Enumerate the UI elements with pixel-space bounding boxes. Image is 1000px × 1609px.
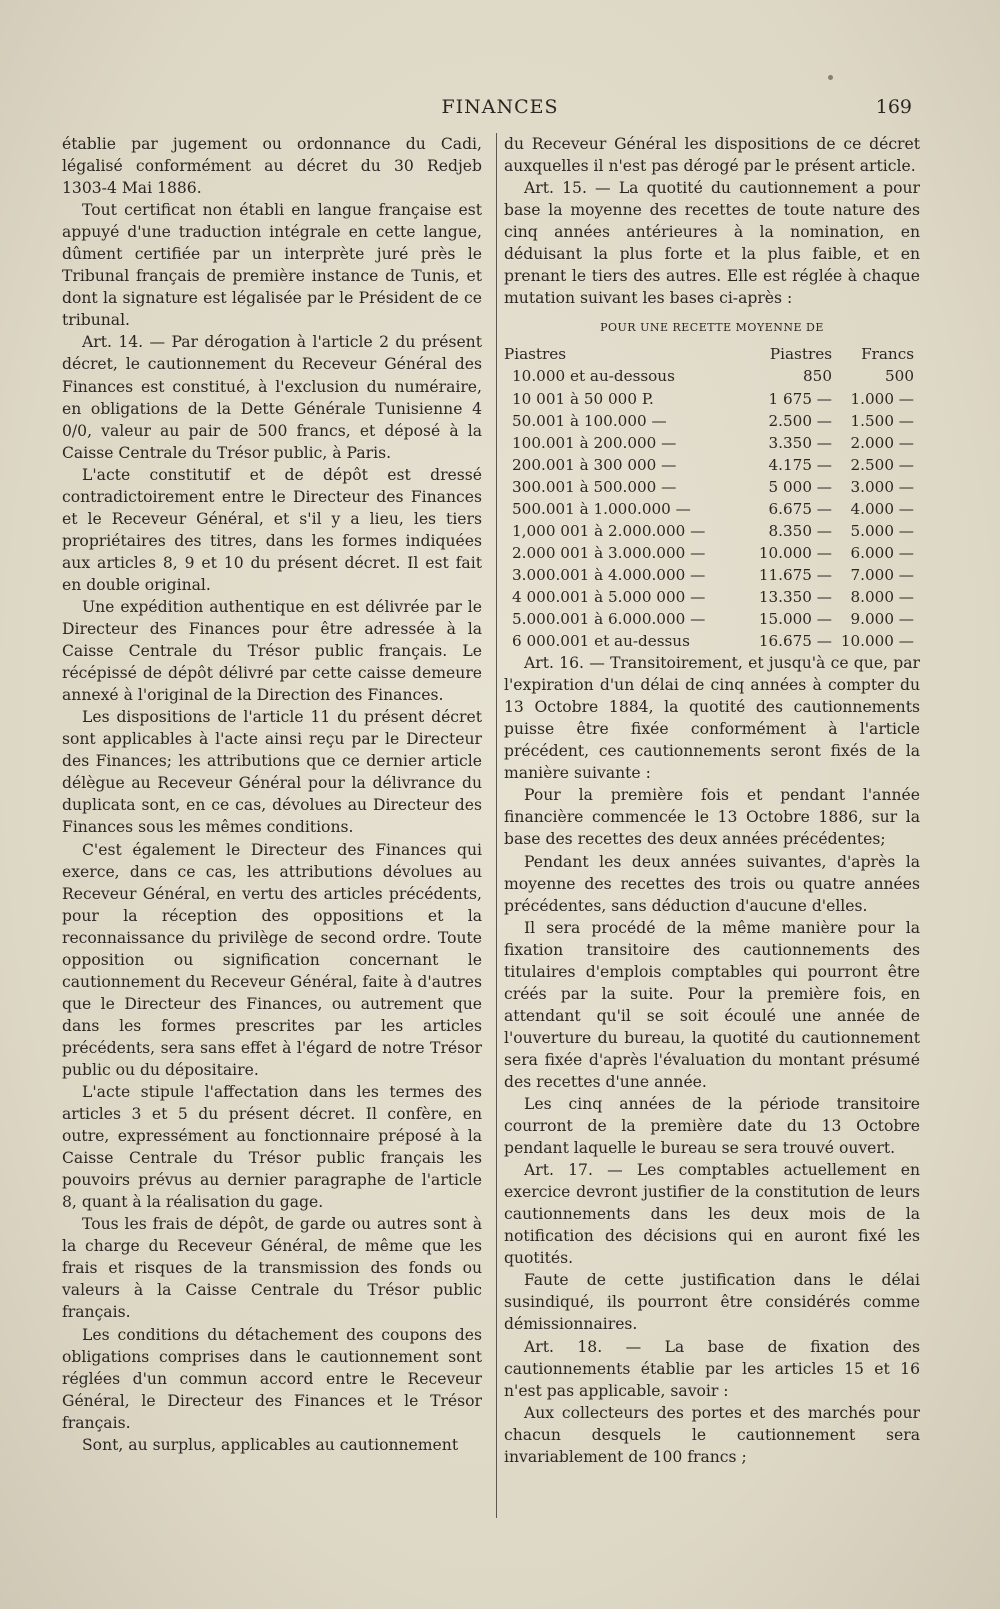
paragraph: L'acte constitutif et de dépôt est dressé contradictoirement entre le Directeur des Finances et le Receveur Général, et s'il y a lieu, les tiers propriétaires des titres, dans les formes indiquées aux articles 8, 9 et 10 du présent décret. Il est fait en double original. (62, 465, 482, 594)
table-row (504, 410, 920, 432)
cautionnement-table (504, 343, 920, 652)
paragraph: C'est également le Directeur des Finances qui exerce, dans ce cas, les attributions dévolues au Receveur Général, en vertu des articles précédents, pour la réception des oppositions et la reconnaissance du privilège de second ordre. Toute opposition ou signification concernant le cautionnement du Receveur Général, faite à d'autres que le Directeur des Finances, ou autrement que dans les formes prescrites par les articles précédents, sera sans effet à l'égard de notre Trésor public ou du dépositaire. (62, 840, 482, 1079)
article-17: Art. 17. — Les comptables actuellement en exercice devront justifier de la constitution de leurs cautionnements dans les deux mois de la notification des décisions qui en auront fixé les quotités. (504, 1161, 920, 1268)
cell-piastres: 1 675 — (768, 389, 832, 408)
cell-francs: 6.000 — (850, 543, 914, 562)
cell-piastres: 2.500 — (768, 411, 832, 430)
table-row (504, 564, 920, 586)
cell-range: 3.000.001 à 4.000.000 — (512, 565, 706, 584)
paragraph: du Receveur Général les dispositions de ce décret auxquelles il n'est pas dérogé par le présent article. (504, 135, 920, 176)
table-row (504, 432, 920, 454)
table-row (504, 630, 920, 652)
table-caption: POUR UNE RECETTE MOYENNE DE (600, 321, 824, 335)
article-15: Art. 15. — La quotité du cautionnement a pour base la moyenne des recettes de toute nature des cinq années antérieures à la nomination, en déduisant la plus forte et la plus faible, et en prenant le tiers des autres. Elle est réglée à chaque mutation suivant les bases ci-après : (504, 179, 920, 308)
cell-piastres: 11.675 — (758, 565, 832, 584)
cell-piastres: 10.000 — (758, 543, 832, 562)
cell-piastres: 8.350 — (768, 521, 832, 540)
cell-piastres: 850 (803, 367, 832, 386)
cell-range: 500.001 à 1.000.000 — (512, 499, 691, 518)
cell-range: 1,000 001 à 2.000.000 — (512, 521, 706, 540)
paragraph: Pour la première fois et pendant l'année financière commencée le 13 Octobre 1886, sur la base des recettes des deux années précédentes; (504, 786, 920, 849)
paragraph: Faute de cette justification dans le délai susindiqué, ils pourront être considérés comme démissionnaires. (504, 1271, 920, 1334)
table-row (504, 542, 920, 564)
column-divider (496, 133, 497, 1518)
cell-francs: 8.000 — (850, 587, 914, 606)
article-16: Art. 16. — Transitoirement, et jusqu'à ce que, par l'expiration d'un délai de cinq années à compter du 13 Octobre 1884, la quotité des cautionnements puisse être fixée conformément à l'article précédent, ces cautionnements seront fixés de la manière suivante : (504, 654, 920, 783)
cell-piastres: 13.350 — (758, 587, 832, 606)
table-row (504, 454, 920, 476)
cell-range: 10 001 à 50 000 P. (512, 389, 654, 408)
table-header-row (504, 343, 920, 365)
cell-piastres: 5 000 — (768, 477, 832, 496)
cell-range: 100.001 à 200.000 — (512, 433, 677, 452)
header-range: Piastres (504, 345, 567, 364)
article-14: Art. 14. — Par dérogation à l'article 2 du présent décret, le cautionnement du Receveur Général des Finances est constitué, à l'exclusion du numéraire, en obligations de la Dette Générale Tunisienne 4 0/0, valeur au pair de 500 francs, et déposé à la Caisse Centrale du Trésor public, à Paris. (62, 333, 482, 462)
paragraph: Tous les frais de dépôt, de garde ou autres sont à la charge du Receveur Général, de même que les frais et risques de la transmission des fonds ou valeurs à la Caisse Centrale du Trésor public français. (62, 1215, 482, 1322)
left-column (62, 133, 482, 1456)
paragraph: Une expédition authentique en est délivrée par le Directeur des Finances pour être adressée à la Caisse Centrale du Trésor public français. Le récépissé de dépôt délivré par cette caisse demeure annexé à l'original de la Direction des Finances. (62, 597, 482, 705)
table-row (504, 388, 920, 410)
page-header (0, 96, 1000, 122)
paragraph: Les cinq années de la période transitoire courront de la première date du 13 Octobre pendant laquelle le bureau se sera trouvé ouvert. (504, 1095, 920, 1158)
table-row (504, 586, 920, 608)
page-number: 169 (875, 96, 912, 118)
cell-francs: 10.000 — (840, 632, 914, 651)
cell-range: 4 000.001 à 5.000 000 — (512, 587, 706, 606)
cell-francs: 1.000 — (850, 389, 914, 408)
table-row (504, 476, 920, 498)
cell-francs: 2.500 — (850, 455, 914, 474)
paragraph: Aux collecteurs des portes et des marchés pour chacun desquels le cautionnement sera invariablement de 100 francs ; (504, 1403, 920, 1466)
header-francs: Francs (861, 345, 914, 364)
cell-francs: 500 (885, 367, 914, 386)
table-row (504, 365, 920, 387)
table-row (504, 520, 920, 542)
paragraph: Sont, au surplus, applicables au cautionnement (82, 1435, 459, 1454)
cell-piastres: 6.675 — (768, 499, 832, 518)
cell-range: 10.000 et au-dessous (512, 367, 675, 386)
paragraph: Pendant les deux années suivantes, d'après la moyenne des recettes des trois ou quatre années précédentes, sans déduction d'aucune d'elles. (504, 852, 920, 915)
cell-range: 50.001 à 100.000 — (512, 411, 667, 430)
cell-range: 5.000.001 à 6.000.000 — (512, 609, 706, 628)
cell-range: 6 000.001 et au-dessus (512, 632, 690, 651)
table-row (504, 498, 920, 520)
paragraph: Les conditions du détachement des coupons des obligations comprises dans le cautionnement sont réglées d'un commun accord entre le Receveur Général, le Directeur des Finances et le Trésor français. (62, 1325, 482, 1432)
cell-piastres: 15.000 — (758, 609, 832, 628)
cell-piastres: 4.175 — (768, 455, 832, 474)
cell-francs: 3.000 — (850, 477, 914, 496)
paragraph: Les dispositions de l'article 11 du présent décret sont applicables à l'acte ainsi reçu par le Directeur des Finances; les attributions que ce dernier article délègue au Receveur Général pour la délivrance du duplicata sont, en ce cas, dévolues au Directeur des Finances sous les mêmes conditions. (62, 708, 482, 837)
paragraph: Il sera procédé de la même manière pour la fixation transitoire des cautionnements des titulaires d'emplois comptables qui pourront être créés par la suite. Pour la première fois, en attendant qu'il se soit écoulé une année de l'ouverture du bureau, la quotité du cautionnement sera fixée d'après l'évaluation du montant présumé des recettes d'une année. (504, 918, 920, 1091)
cell-francs: 4.000 — (850, 499, 914, 518)
cell-francs: 2.000 — (850, 433, 914, 452)
table-row (504, 608, 920, 630)
cell-range: 200.001 à 300 000 — (512, 455, 677, 474)
cell-piastres: 3.350 — (768, 433, 832, 452)
paragraph: établie par jugement ou ordonnance du Cadi, légalisé conformément au décret du 30 Redjeb 1303-4 Mai 1886. (62, 135, 482, 198)
article-18: Art. 18. — La base de fixation des cautionnements établie par les articles 15 et 16 n'est pas applicable, savoir : (504, 1337, 920, 1400)
running-title: FINANCES (441, 96, 559, 118)
cell-francs: 7.000 — (850, 565, 914, 584)
cell-piastres: 16.675 — (758, 632, 832, 651)
cell-francs: 1.500 — (850, 411, 914, 430)
cell-francs: 9.000 — (850, 609, 914, 628)
cell-range: 2.000 001 à 3.000.000 — (512, 543, 706, 562)
header-piastres: Piastres (769, 345, 832, 364)
cell-francs: 5.000 — (850, 521, 914, 540)
right-column (504, 133, 920, 1468)
paper-speck (828, 75, 833, 80)
paragraph: Tout certificat non établi en langue française est appuyé d'une traduction intégrale en cette langue, dûment certifiée par un interprète juré près le Tribunal français de première instance de Tunis, et dont la signature est légalisée par le Président de ce tribunal. (62, 201, 482, 330)
paragraph: L'acte stipule l'affectation dans les termes des articles 3 et 5 du présent décret. Il confère, en outre, expressément au fonctionnaire préposé à la Caisse Centrale du Trésor public français les pouvoirs prévus au dernier paragraphe de l'article 8, quant à la réalisation du gage. (62, 1083, 482, 1212)
cell-range: 300.001 à 500.000 — (512, 477, 677, 496)
